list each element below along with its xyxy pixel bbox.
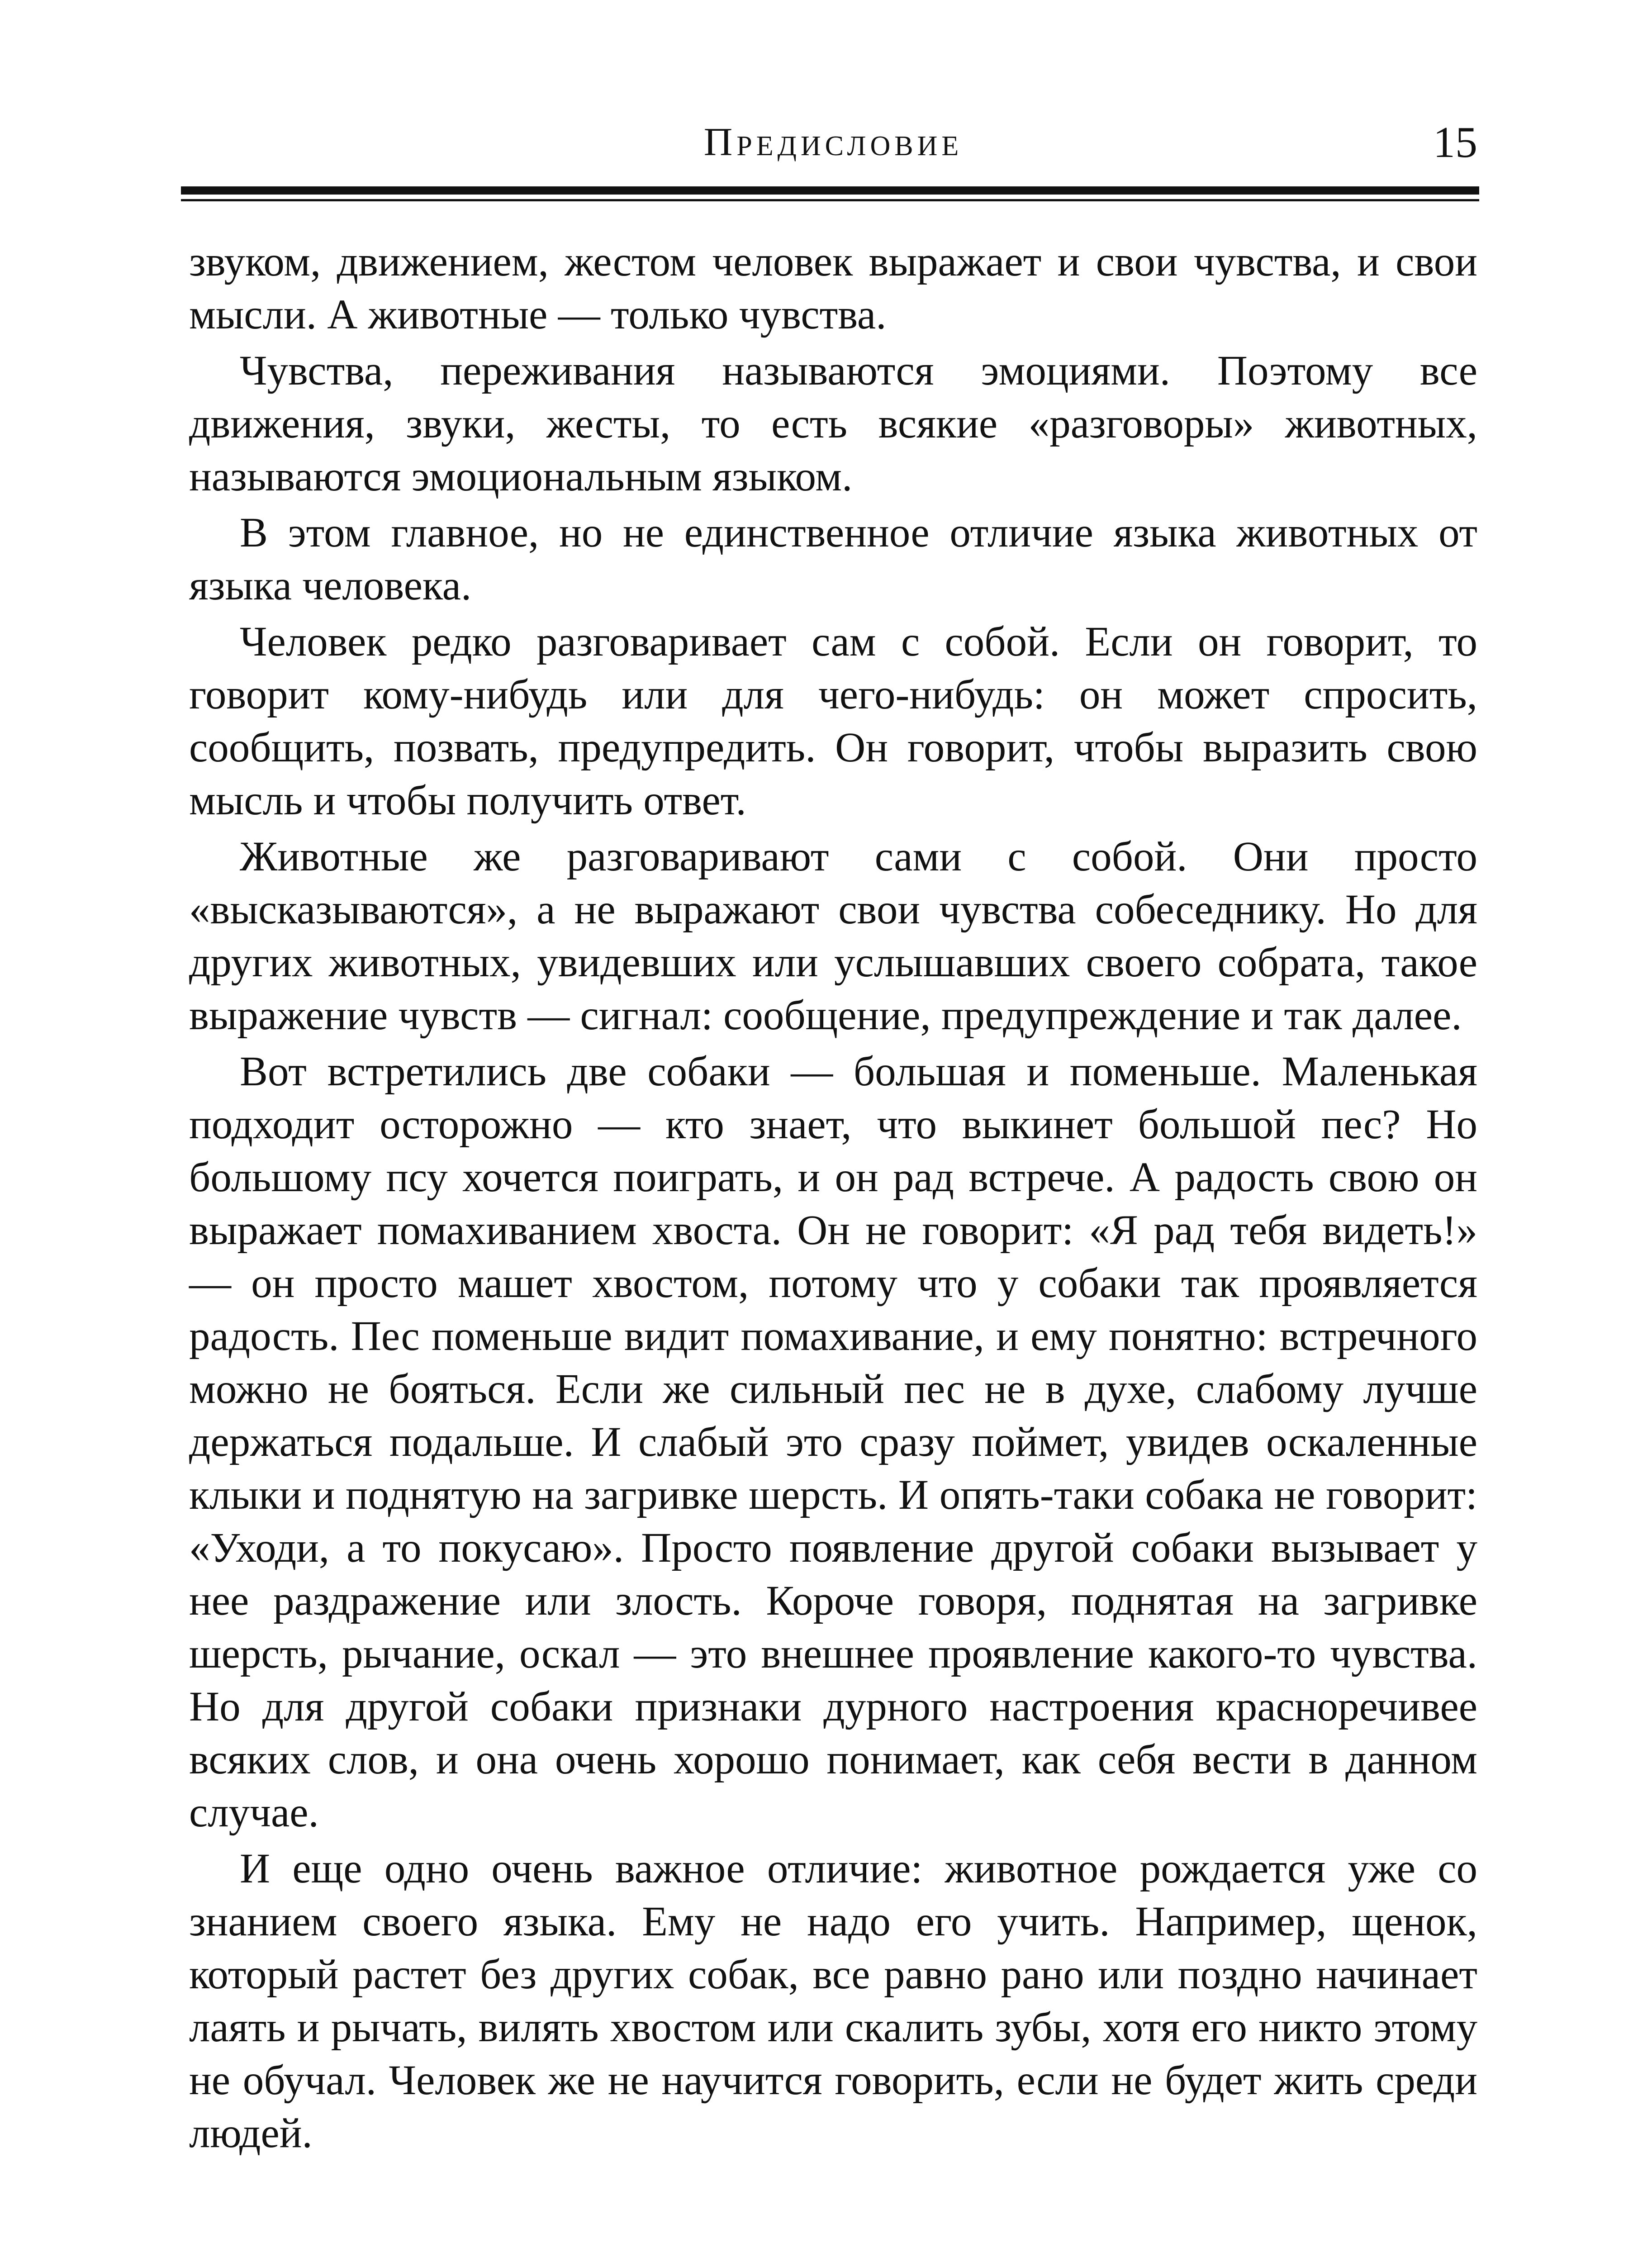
paragraph: Животные же разговаривают сами с собой. Они просто «высказываются», а не выражают свои чувства собеседнику. Но для других животных, увидевших или услышавших своего собрата, такое выражение чувств — сигнал: сообщение, предупреждение и так далее. — [189, 833, 1477, 1039]
paragraph: звуком, движением, жестом человек выражает и свои чувства, и свои мысли. А животные — только чувства. — [189, 238, 1477, 338]
paragraph: Человек редко разговаривает сам с собой. Если он говорит, то говорит кому-нибудь или для чего-нибудь: он может спросить, сообщить, позвать, предупредить. Он говорит, чтобы выразить свою мысль и чтобы получить ответ. — [189, 618, 1477, 824]
header-rule-thin — [181, 199, 1479, 201]
body-text — [189, 235, 1477, 2160]
running-title: Предисловие — [703, 120, 963, 164]
paragraph: Чувства, переживания называются эмоциями. Поэтому все движения, звуки, жесты, то есть всякие «разговоры» животных, называются эмоциональным языком. — [189, 347, 1477, 500]
header-rule-thick — [181, 186, 1479, 195]
running-head — [189, 113, 1477, 172]
page-number: 15 — [1433, 118, 1477, 167]
paragraph: Вот встретились две собаки — большая и поменьше. Маленькая подходит осторожно — кто знает, что выкинет большой пес? Но большому псу хочется поиграть, и он рад встрече. А радость свою он выражает помахиванием хвоста. Он не говорит: «Я рад тебя видеть!» — он просто машет хвостом, потому что у собаки так проявляется радость. Пес поменьше видит помахивание, и ему понятно: встречного можно не бояться. Если же сильный пес не в духе, слабому лучше держаться подальше. И слабый это сразу поймет, увидев оскаленные клыки и поднятую на загривке шерсть. И опять-таки собака не говорит: «Уходи, а то покусаю». Просто появление другой собаки вызывает у нее раздражение или злость. Короче говоря, поднятая на загривке шерсть, рычание, оскал — это внешнее проявление какого-то чувства. Но для другой собаки признаки дурного настроения красноречивее всяких слов, и она очень хорошо понимает, как себя вести в данном случае. — [189, 1048, 1477, 1836]
paragraph: В этом главное, но не единственное отличие языка животных от языка человека. — [189, 509, 1477, 609]
paragraph: И еще одно очень важное отличие: животное рождается уже со знанием своего языка. Ему не надо его учить. Например, щенок, который растет без других собак, все равно рано или поздно начинает лаять и рычать, вилять хвостом или скалить зубы, хотя его никто этому не обучал. Человек же не научится говорить, если не будет жить среди людей. — [189, 1845, 1477, 2157]
